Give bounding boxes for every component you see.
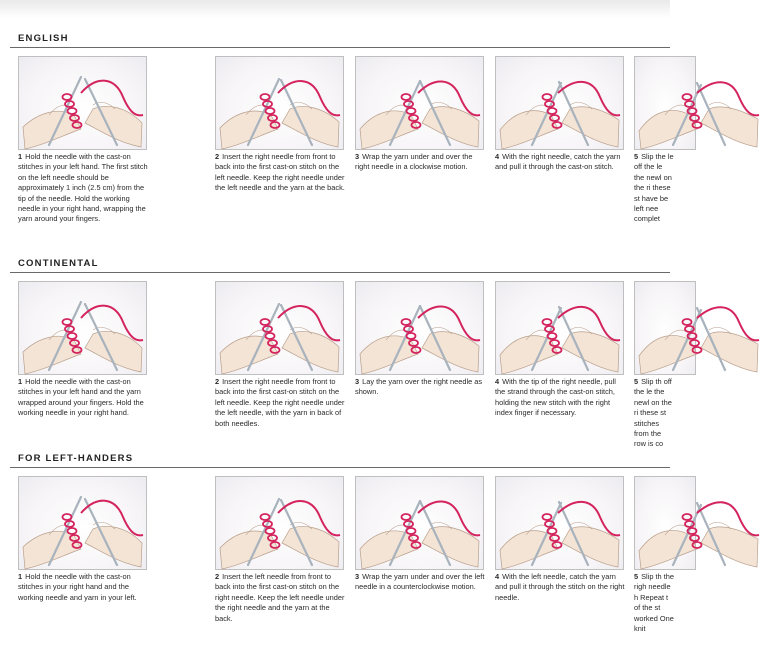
step-illustration — [355, 476, 484, 570]
step-number: 3 — [355, 572, 360, 581]
step-caption — [18, 572, 148, 603]
step-number: 4 — [495, 377, 500, 386]
step-caption — [355, 572, 485, 593]
step-number: 3 — [355, 152, 360, 161]
hands-knitting-illustration — [496, 57, 623, 149]
section-title: ENGLISH — [18, 33, 69, 44]
step-text: Hold the needle with the cast-on stitches in your left hand and the yarn wrapped around your fingers. Hold the working needle in your right hand. — [18, 377, 144, 418]
hands-knitting-illustration — [216, 282, 343, 374]
step-text: With the left needle, catch the yarn and pull it through the stitch on the right needle. — [495, 572, 625, 602]
hands-knitting-illustration — [356, 57, 483, 149]
step-illustration — [495, 476, 624, 570]
section-divider — [10, 47, 670, 48]
hands-knitting-illustration — [19, 282, 146, 374]
section-divider — [10, 467, 670, 468]
section-title: CONTINENTAL — [18, 258, 99, 269]
hands-knitting-illustration — [216, 477, 343, 569]
step-text: Hold the needle with the cast-on stitches in your right hand and the working needle and yarn in your left. — [18, 572, 137, 602]
step-number: 4 — [495, 152, 500, 161]
step-illustration — [215, 281, 344, 375]
step-number: 5 — [634, 152, 639, 161]
step-text: Slip the le off the le the newl on the ri these st have be left nee complet — [634, 152, 674, 224]
hands-knitting-illustration — [635, 57, 762, 149]
step-illustration — [634, 476, 696, 570]
hands-knitting-illustration — [216, 57, 343, 149]
step-illustration — [634, 56, 696, 150]
step-caption — [215, 377, 345, 429]
step-illustration — [215, 476, 344, 570]
hands-knitting-illustration — [356, 477, 483, 569]
step-number: 4 — [495, 572, 500, 581]
hands-knitting-illustration — [356, 282, 483, 374]
hands-knitting-illustration — [635, 477, 762, 569]
page-top-shadow — [0, 0, 670, 18]
step-number: 3 — [355, 377, 360, 386]
step-illustration — [215, 56, 344, 150]
step-number: 1 — [18, 377, 23, 386]
hands-knitting-illustration — [19, 57, 146, 149]
step-caption — [495, 152, 625, 173]
step-number: 5 — [634, 377, 639, 386]
step-number: 1 — [18, 152, 23, 161]
hands-knitting-illustration — [496, 282, 623, 374]
section-divider — [10, 272, 670, 273]
step-illustration — [495, 56, 624, 150]
hands-knitting-illustration — [635, 282, 762, 374]
step-caption — [18, 152, 148, 225]
step-text: Wrap the yarn under and over the right needle in a clockwise motion. — [355, 152, 473, 172]
step-text: With the tip of the right needle, pull the strand through the cast-on stitch, holding the new stitch with the right index finger if necessary. — [495, 377, 616, 418]
step-illustration — [18, 476, 147, 570]
step-illustration — [495, 281, 624, 375]
step-text: Insert the right needle from front to back into the first cast-on stitch on the left needle. Keep the right needle under the left needle and the yarn at the back. — [215, 152, 345, 193]
step-caption — [634, 377, 674, 450]
step-illustration — [355, 56, 484, 150]
step-text: Lay the yarn over the right needle as shown. — [355, 377, 483, 397]
step-caption — [355, 152, 485, 173]
step-text: Insert the right needle from front to back into the first cast-on stitch on the left needle. Keep the right needle under the left needle, with the yarn in back of both needles. — [215, 377, 345, 428]
step-caption — [215, 572, 345, 624]
step-number: 1 — [18, 572, 23, 581]
hands-knitting-illustration — [496, 477, 623, 569]
step-caption — [634, 152, 674, 225]
step-text: Wrap the yarn under and over the left needle in a counterclockwise motion. — [355, 572, 485, 592]
step-caption — [495, 377, 625, 419]
section-title: FOR LEFT-HANDERS — [18, 453, 134, 464]
step-text: Hold the needle with the cast-on stitches in your left hand. The first stitch on the left needle should be approximately 1 inch (2.5 cm) from the tip of the needle. Hold the working needle in your right hand, wrapping the yarn around your fingers. — [18, 152, 148, 224]
step-illustration — [18, 281, 147, 375]
step-number: 2 — [215, 572, 220, 581]
step-illustration — [634, 281, 696, 375]
step-text: Slip th off the le the newl on the ri these st stitches from the row is co — [634, 377, 672, 449]
hands-knitting-illustration — [19, 477, 146, 569]
step-caption — [18, 377, 148, 419]
step-number: 2 — [215, 152, 220, 161]
step-caption — [215, 152, 345, 194]
step-caption — [355, 377, 485, 398]
step-number: 2 — [215, 377, 220, 386]
step-text: Slip th the righ needle h Repeat t of the st worked One knit — [634, 572, 674, 634]
step-illustration — [18, 56, 147, 150]
step-caption — [634, 572, 674, 634]
step-illustration — [355, 281, 484, 375]
step-text: With the right needle, catch the yarn and pull it through the cast-on stitch. — [495, 152, 621, 172]
step-text: Insert the left needle from front to back into the first cast-on stitch on the right needle. Keep the left needle under the right needle and the yarn at the back. — [215, 572, 345, 623]
step-number: 5 — [634, 572, 639, 581]
step-caption — [495, 572, 625, 603]
